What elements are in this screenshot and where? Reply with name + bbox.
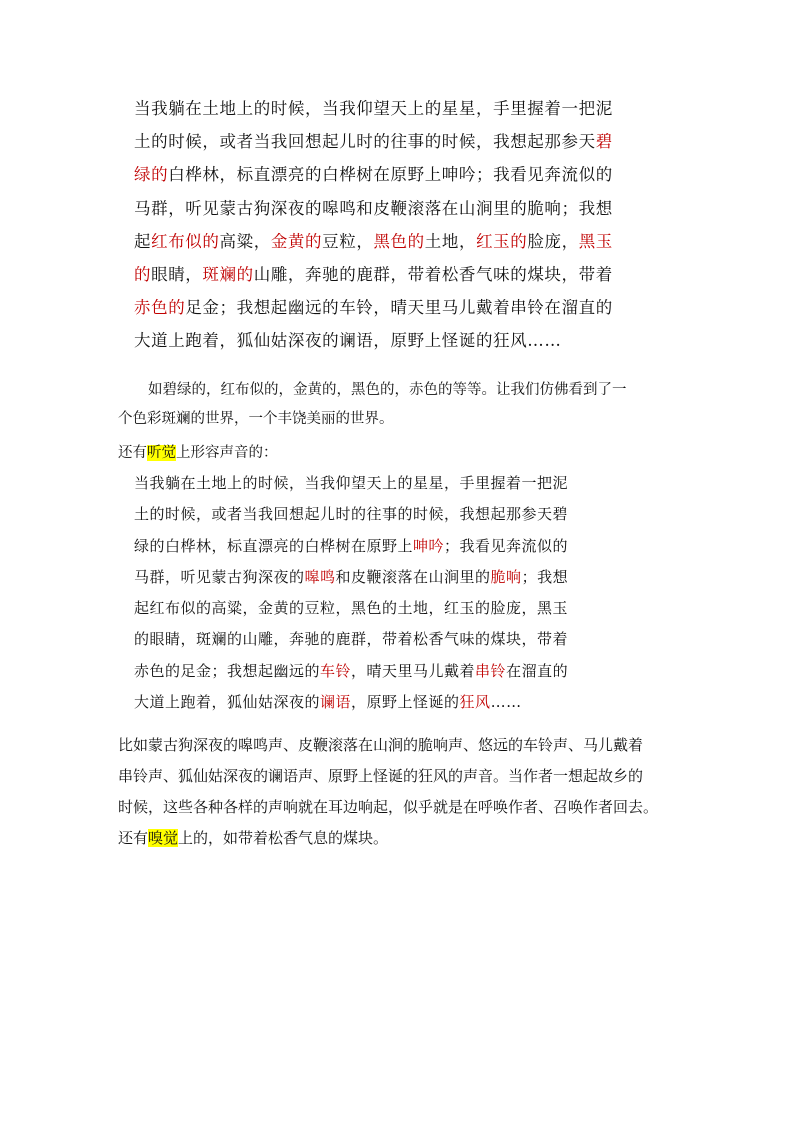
emphasized-word: 金黄的 — [270, 231, 323, 251]
quote-text: 起 — [134, 231, 152, 251]
emphasized-word: 赤色的 — [134, 298, 186, 318]
quote-text: 在溜直的 — [506, 661, 569, 680]
emphasized-word: 呻吟 — [413, 536, 445, 555]
quote-line — [134, 291, 674, 324]
emphasized-word: 斑斓的 — [202, 265, 254, 285]
emphasized-word: 狂风 — [459, 693, 491, 712]
quote-line — [134, 468, 654, 499]
emphasized-word: 红玉的 — [476, 231, 528, 251]
quote-line — [134, 125, 674, 158]
quote-text: 当我躺在土地上的时候，当我仰望天上的星星，手里握着一把泥 — [134, 474, 569, 492]
highlighted-term-smell: 嗅觉 — [148, 829, 179, 847]
quote-text: 土地， — [424, 231, 477, 251]
quote-text: 大道上跑着，狐仙姑深夜的 — [134, 693, 321, 712]
quote-text: 土的时候，或者当我回想起儿时的往事的时候，我想起那参天碧 — [134, 505, 569, 524]
emphasized-word: 绿的 — [134, 165, 169, 185]
quote-text: 大道上跑着，狐仙姑深夜的谰语，原野上怪诞的狂风…… — [134, 331, 562, 351]
emphasized-word: 黑色的 — [373, 231, 425, 251]
quote-excerpt-colors — [134, 92, 674, 358]
intro-prefix: 还有 — [118, 445, 147, 461]
quote-text: 脸庞， — [527, 231, 579, 251]
quote-line — [134, 324, 674, 357]
quote-text: ；我想 — [521, 567, 569, 586]
emphasized-word: 车铃 — [320, 661, 352, 680]
quote-text: 马群，听见蒙古狗深夜的 — [134, 567, 305, 586]
quote-text: ，原野上怪诞的 — [351, 693, 460, 712]
emphasized-word: 嗥鸣 — [304, 567, 336, 586]
emphasized-word: 谰语 — [320, 693, 352, 712]
quote-text: 赤色的足金；我想起幽远的 — [134, 661, 321, 680]
emphasized-word: 黑玉 — [578, 231, 613, 251]
quote-excerpt-sounds — [134, 468, 654, 718]
quote-text: 山雕，奔驰的鹿群，带着松香气味的煤块，带着 — [253, 265, 613, 285]
quote-line — [134, 531, 654, 562]
smell-prefix: 还有 — [118, 829, 149, 847]
paragraph-line: 串铃声、狐仙姑深夜的谰语声、原野上怪诞的狂风的声音。当作者一想起故乡的 — [118, 767, 644, 785]
analysis-paragraph-sounds — [118, 730, 678, 854]
quote-text: 的眼睛，斑斓的山雕，奔驰的鹿群，带着松香气味的煤块，带着 — [134, 630, 569, 649]
quote-line — [134, 192, 674, 225]
paragraph-line: 个色彩斑斓的世界，一个丰饶美丽的世界。 — [118, 411, 394, 427]
quote-line — [134, 225, 674, 258]
quote-text: 绿的白桦林，标直漂亮的白桦树在原野上 — [134, 536, 414, 555]
analysis-paragraph-colors — [118, 376, 678, 434]
quote-text: 高粱， — [219, 231, 271, 251]
smell-suffix: 上的，如带着松香气息的煤块。 — [178, 829, 389, 847]
quote-line — [134, 158, 674, 191]
paragraph-line — [118, 823, 678, 854]
quote-line — [134, 624, 654, 655]
paragraph-line: 比如蒙古狗深夜的嗥鸣声、皮鞭滚落在山涧的脆响声、悠远的车铃声、马儿戴着 — [118, 736, 644, 754]
quote-text: 起红布似的高粱，金黄的豆粒，黑色的土地，红玉的脸庞，黑玉 — [134, 599, 569, 618]
quote-text: 马群，听见蒙古狗深夜的嗥鸣和皮鞭滚落在山涧里的脆响；我想 — [134, 198, 613, 218]
quote-text: 和皮鞭滚落在山涧里的 — [335, 567, 491, 586]
quote-line — [134, 92, 674, 125]
quote-line — [134, 258, 674, 291]
quote-line — [134, 593, 654, 624]
quote-text: 当我躺在土地上的时候，当我仰望天上的星星，手里握着一把泥 — [134, 99, 613, 118]
quote-line — [134, 499, 654, 530]
quote-text: ，晴天里马儿戴着 — [351, 661, 476, 680]
intro-suffix: 上形容声音的： — [176, 445, 278, 461]
highlighted-term-hearing: 听觉 — [147, 445, 176, 461]
quote-line — [134, 562, 654, 593]
hearing-intro — [118, 439, 678, 468]
paragraph-line: 如碧绿的，红布似的，金黄的，黑色的，赤色的等等。让我们仿佛看到了一 — [148, 382, 627, 398]
emphasized-word: 碧 — [595, 132, 613, 152]
quote-line — [134, 656, 654, 687]
emphasized-word: 红布似的 — [151, 231, 220, 251]
quote-text: 眼睛， — [151, 265, 203, 285]
quote-text: …… — [490, 693, 522, 712]
quote-text: 豆粒， — [322, 231, 374, 251]
quote-text: 足金；我想起幽远的车铃，晴天里马儿戴着串铃在溜直的 — [185, 298, 613, 318]
emphasized-word: 的 — [134, 265, 152, 285]
quote-text: ；我看见奔流似的 — [444, 536, 569, 555]
paragraph-line: 时候，这些各种各样的声响就在耳边响起，似乎就是在呼唤作者、召唤作者回去。 — [118, 798, 659, 816]
quote-text: 白桦林，标直漂亮的白桦树在原野上呻吟；我看见奔流似的 — [168, 165, 613, 185]
quote-text: 土的时候，或者当我回想起儿时的往事的时候，我想起那参天 — [134, 132, 596, 152]
emphasized-word: 串铃 — [475, 661, 507, 680]
emphasized-word: 脆响 — [490, 567, 522, 586]
quote-line — [134, 687, 654, 718]
